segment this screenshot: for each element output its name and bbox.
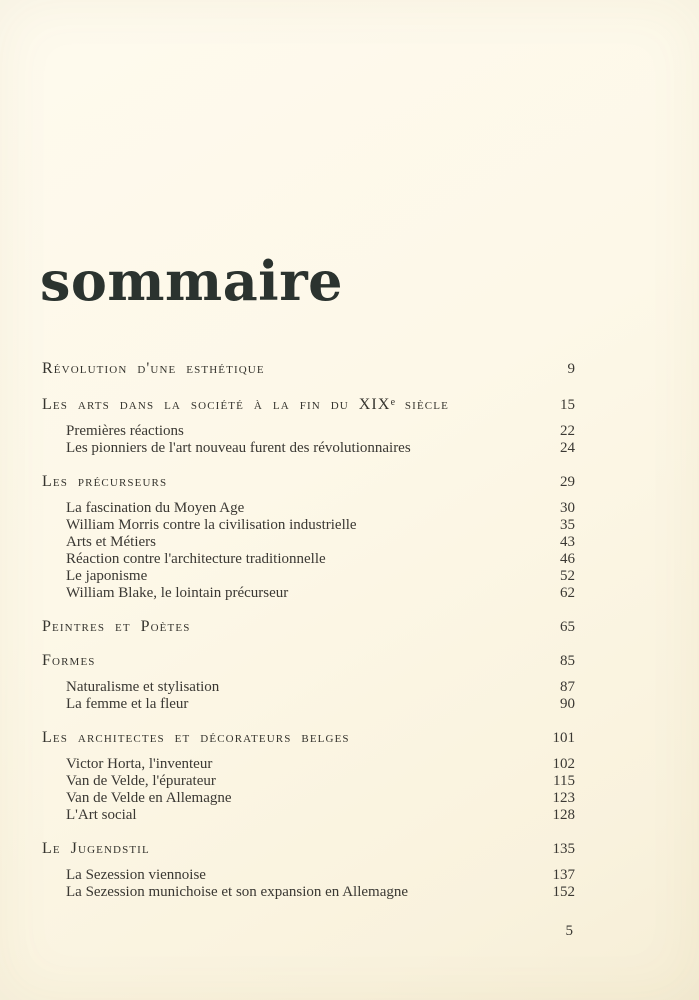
toc-section — [42, 840, 575, 901]
toc-entry — [42, 652, 575, 670]
toc-subentries — [42, 423, 575, 457]
toc-entry-title: Victor Horta, l'inventeur — [66, 756, 213, 772]
toc-entry — [42, 884, 575, 901]
superscript-ordinal: e — [390, 397, 396, 408]
toc-entry-page: 46 — [560, 551, 575, 567]
toc-entry-title: Premières réactions — [66, 423, 184, 439]
toc-section — [42, 473, 575, 602]
toc-entry-page: 29 — [560, 474, 575, 490]
toc-entry-page: 152 — [552, 884, 575, 900]
toc-entry-page: 22 — [560, 423, 575, 439]
toc-entry-page: 15 — [560, 397, 575, 413]
toc-entry-page: 62 — [560, 585, 575, 601]
toc-entry-page: 137 — [552, 867, 575, 883]
toc-section — [42, 394, 575, 457]
toc-subentries — [42, 679, 575, 713]
toc-entry-page: 90 — [560, 696, 575, 712]
toc-entry-page: 87 — [560, 679, 575, 695]
toc-entry-title: Naturalisme et stylisation — [66, 679, 220, 695]
toc-entry — [42, 551, 575, 568]
toc-entry — [42, 679, 575, 696]
toc-entry-title: Van de Velde, l'épurateur — [66, 773, 216, 789]
toc-entry-page: 123 — [552, 790, 575, 806]
toc-entry — [42, 360, 575, 378]
toc-entry-title: Les précurseurs — [42, 473, 168, 490]
toc-entry — [42, 585, 575, 602]
toc-entry — [42, 696, 575, 713]
toc-section — [42, 360, 575, 378]
toc-entry — [42, 773, 575, 790]
toc-entry — [42, 473, 575, 491]
toc-entry-page: 65 — [560, 619, 575, 635]
toc-entry-title: La fascination du Moyen Age — [66, 500, 245, 516]
toc-entry-page: 35 — [560, 517, 575, 533]
toc-entry-title: Les pionniers de l'art nouveau furent des révolutionnaires — [66, 440, 411, 456]
toc-entry-title: La femme et la fleur — [66, 696, 189, 712]
toc-entry-page: 43 — [560, 534, 575, 550]
toc-entry-page: 52 — [560, 568, 575, 584]
page-number-folio: 5 — [565, 923, 573, 939]
toc-entry-title: Les architectes et décorateurs belges — [42, 729, 350, 746]
toc-section — [42, 618, 575, 636]
table-of-contents — [42, 360, 575, 940]
toc-entry — [42, 517, 575, 534]
toc-entry — [42, 729, 575, 747]
toc-section — [42, 729, 575, 824]
toc-entry — [42, 807, 575, 824]
toc-entry-title: La Sezession munichoise et son expansion en Allemagne — [66, 884, 409, 900]
toc-entry-page: 115 — [553, 773, 575, 789]
toc-entry-title: William Blake, le lointain précurseur — [66, 585, 289, 601]
toc-entry-title: Van de Velde en Allemagne — [66, 790, 232, 806]
toc-entry — [42, 423, 575, 440]
toc-entry-title-text: siècle — [395, 396, 449, 413]
toc-subentries — [42, 756, 575, 824]
toc-entry-title: Le Jugendstil — [42, 840, 150, 857]
toc-entry-title: Réaction contre l'architecture traditionnelle — [66, 551, 326, 567]
toc-entry-title-text: Les arts dans la société à la fin du XIX — [42, 396, 391, 413]
toc-entry-title: Arts et Métiers — [66, 534, 156, 550]
toc-entry — [42, 756, 575, 773]
page-title: sommaire — [40, 249, 344, 314]
toc-entry-title: Peintres et Poètes — [42, 618, 191, 635]
toc-entry — [42, 534, 575, 551]
toc-entry — [42, 867, 575, 884]
toc-entry-page: 9 — [567, 361, 575, 377]
toc-entry-title — [42, 394, 449, 413]
toc-entry — [42, 440, 575, 457]
toc-entry — [42, 790, 575, 807]
toc-subentries — [42, 500, 575, 602]
toc-section — [42, 652, 575, 713]
toc-entry-title: La Sezession viennoise — [66, 867, 206, 883]
toc-entry-page: 24 — [560, 440, 575, 456]
toc-entry — [42, 394, 575, 414]
toc-entry — [42, 568, 575, 585]
toc-entry-title: Le japonisme — [66, 568, 148, 584]
toc-entry-title: William Morris contre la civilisation industrielle — [66, 517, 357, 533]
toc-entry-page: 135 — [552, 841, 575, 857]
toc-entry — [42, 618, 575, 636]
toc-entry-page: 85 — [560, 653, 575, 669]
toc-entry-page: 101 — [552, 730, 575, 746]
toc-entry-title: Révolution d'une esthétique — [42, 360, 265, 377]
toc-subentries — [42, 867, 575, 901]
toc-entry-page: 102 — [552, 756, 575, 772]
toc-entry-page: 30 — [560, 500, 575, 516]
toc-entry-title: L'Art social — [66, 807, 137, 823]
toc-entry-title: Formes — [42, 652, 96, 669]
toc-entry — [42, 840, 575, 858]
toc-entry-page: 128 — [552, 807, 575, 823]
toc-entry — [42, 500, 575, 517]
